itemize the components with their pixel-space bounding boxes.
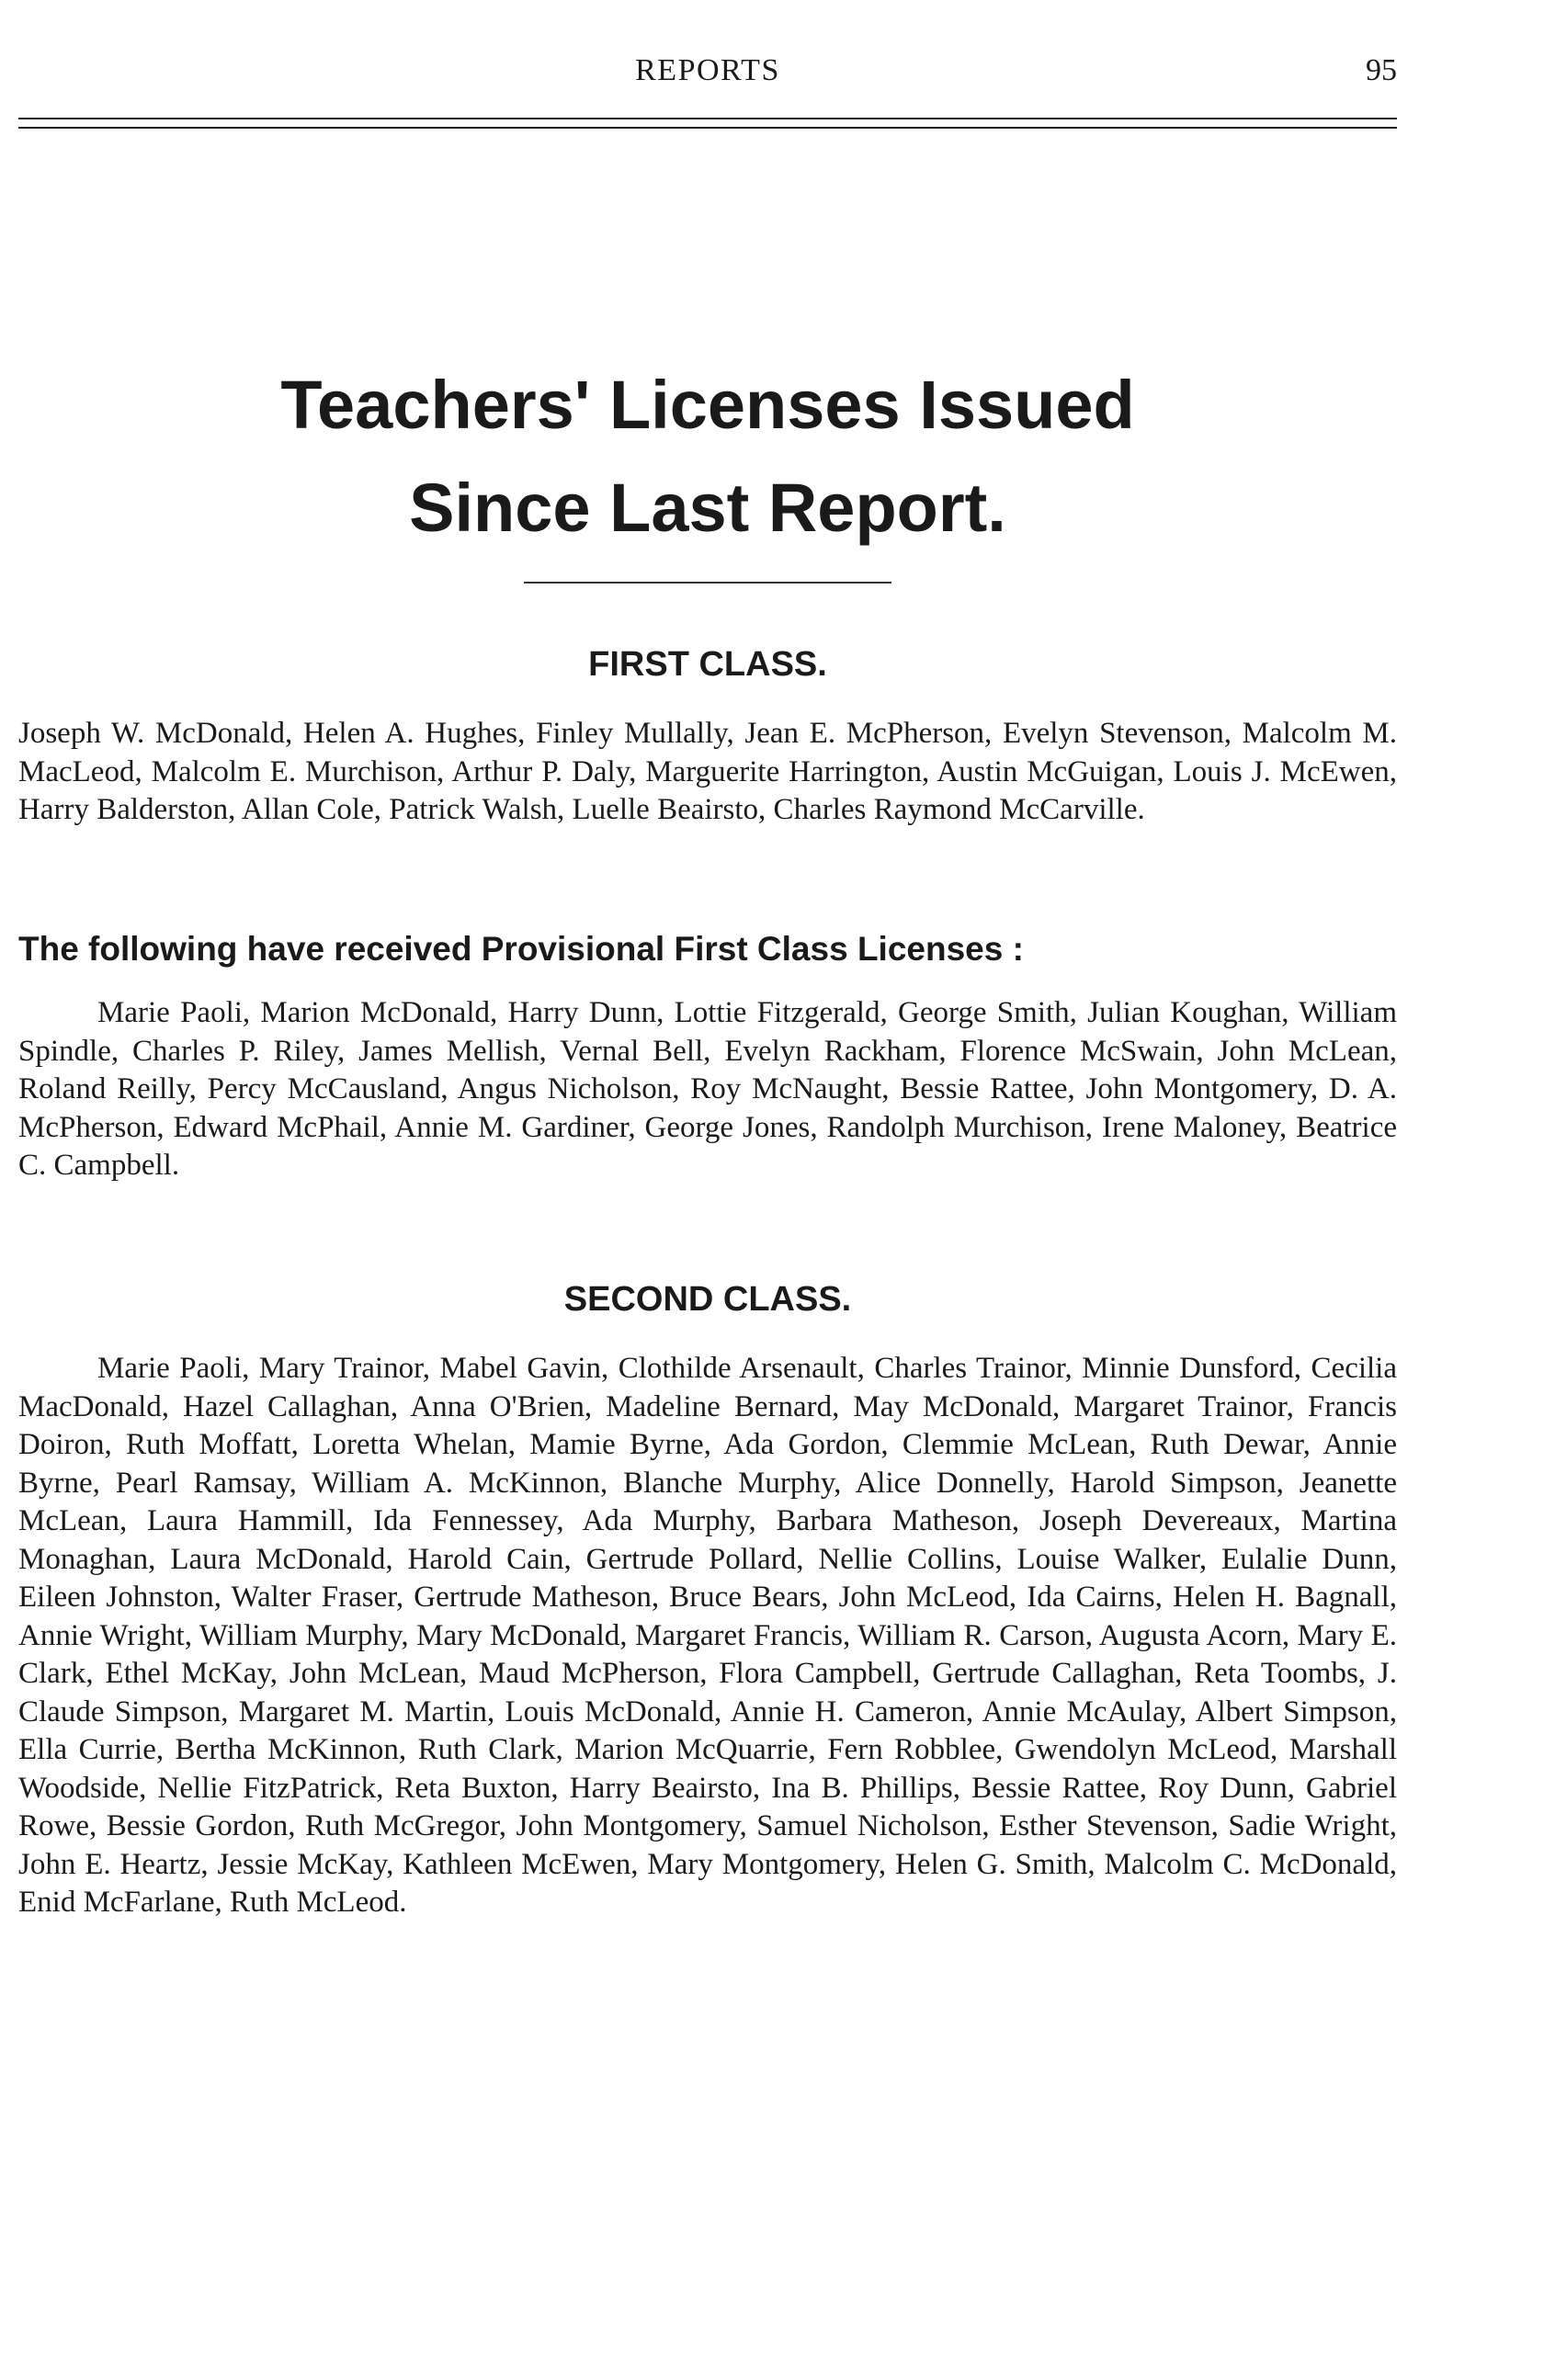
second-class-names: Marie Paoli, Mary Trainor, Mabel Gavin, Clothilde Arsenault, Charles Trainor, Minnie Dunsford, Cecilia MacDonald, Hazel Callaghan, Anna O'Brien, Madeline Bernard, May McDonald, Margaret Trainor, Francis Doiron, Ruth Moffatt, Loretta Whelan, Mamie Byrne, Ada Gordon, Clemmie McLean, Ruth Dewar, Annie Byrne, Pearl Ramsay, William A. McKinnon, Blanche Murphy, Alice Donnelly, Harold Simpson, Jeanette McLean, Laura Hammill, Ida Fennessey, Ada Murphy, Barbara Matheson, Joseph Devereaux, Martina Monaghan, Laura McDonald, Harold Cain, Gertrude Pollard, Nellie Collins, Louise Walker, Eulalie Dunn, Eileen Johnston, Walter Fraser, Gertrude Matheson, Bruce Bears, John McLeod, Ida Cairns, Helen H. Bagnall, Annie Wright, William Murphy, Mary McDonald, Margaret Francis, William R. Carson, Augusta Acorn, Mary E. Clark, Ethel McKay, John McLean, Maud McPherson, Flora Campbell, Gertrude Callaghan, Reta Toombs, J. Claude Simpson, Margaret M. Martin, Louis McDonald, Annie H. Cameron, Annie McAulay, Albert Simpson, Ella Currie, Bertha McKinnon, Ruth Clark, Marion McQuarrie, Fern Robblee, Gwendolyn McLeod, Marshall Woodside, Nellie FitzPatrick, Reta Buxton, Harry Beairsto, Ina B. Phillips, Bessie Rattee, Roy Dunn, Gabriel Rowe, Bessie Gordon, Ruth McGregor, John Montgomery, Samuel Nicholson, Esther Stevenson, Sadie Wright, John E. Heartz, Jessie McKay, Kathleen McEwen, Mary Montgomery, Helen G. Smith, Malcolm C. McDonald, Enid McFarlane, Ruth McLeod. <box>18 1352 1397 1919</box>
header-double-rule <box>18 118 1397 129</box>
title-divider <box>524 582 891 584</box>
provisional-names: Marie Paoli, Marion McDonald, Harry Dunn, Lottie Fitzgerald, George Smith, Julian Koughan, William Spindle, Charles P. Riley, James Mellish, Vernal Bell, Evelyn Rackham, Florence McSwain, John McLean, Roland Reilly, Percy McCausland, Angus Nicholson, Roy McNaught, Bessie Rattee, John Montgomery, D. A. McPherson, Edward McPhail, Annie M. Gardiner, George Jones, Randolph Murchison, Irene Maloney, Beatrice C. Campbell. <box>18 996 1397 1182</box>
second-class-heading: SECOND CLASS. <box>563 1280 852 1319</box>
running-title: REPORTS <box>635 53 780 87</box>
page-number: 95 <box>1366 53 1397 87</box>
first-class-names: Joseph W. McDonald, Helen A. Hughes, Finley Mullally, Jean E. McPherson, Evelyn Stevenson, Malcolm M. MacLeod, Malcolm E. Murchison, Arthur P. Daly, Marguerite Harrington, Austin McGuigan, Louis J. McEwen, Harry Balderston, Allan Cole, Patrick Walsh, Luelle Beairsto, Charles Raymond McCarville. <box>18 717 1397 826</box>
provisional-heading: The following have received Provisional First Class Licenses : <box>18 930 1024 968</box>
page-title: Teachers' Licenses Issued Since Last Report. <box>280 367 1135 546</box>
first-class-heading: FIRST CLASS. <box>588 645 827 684</box>
running-header <box>18 53 1397 99</box>
